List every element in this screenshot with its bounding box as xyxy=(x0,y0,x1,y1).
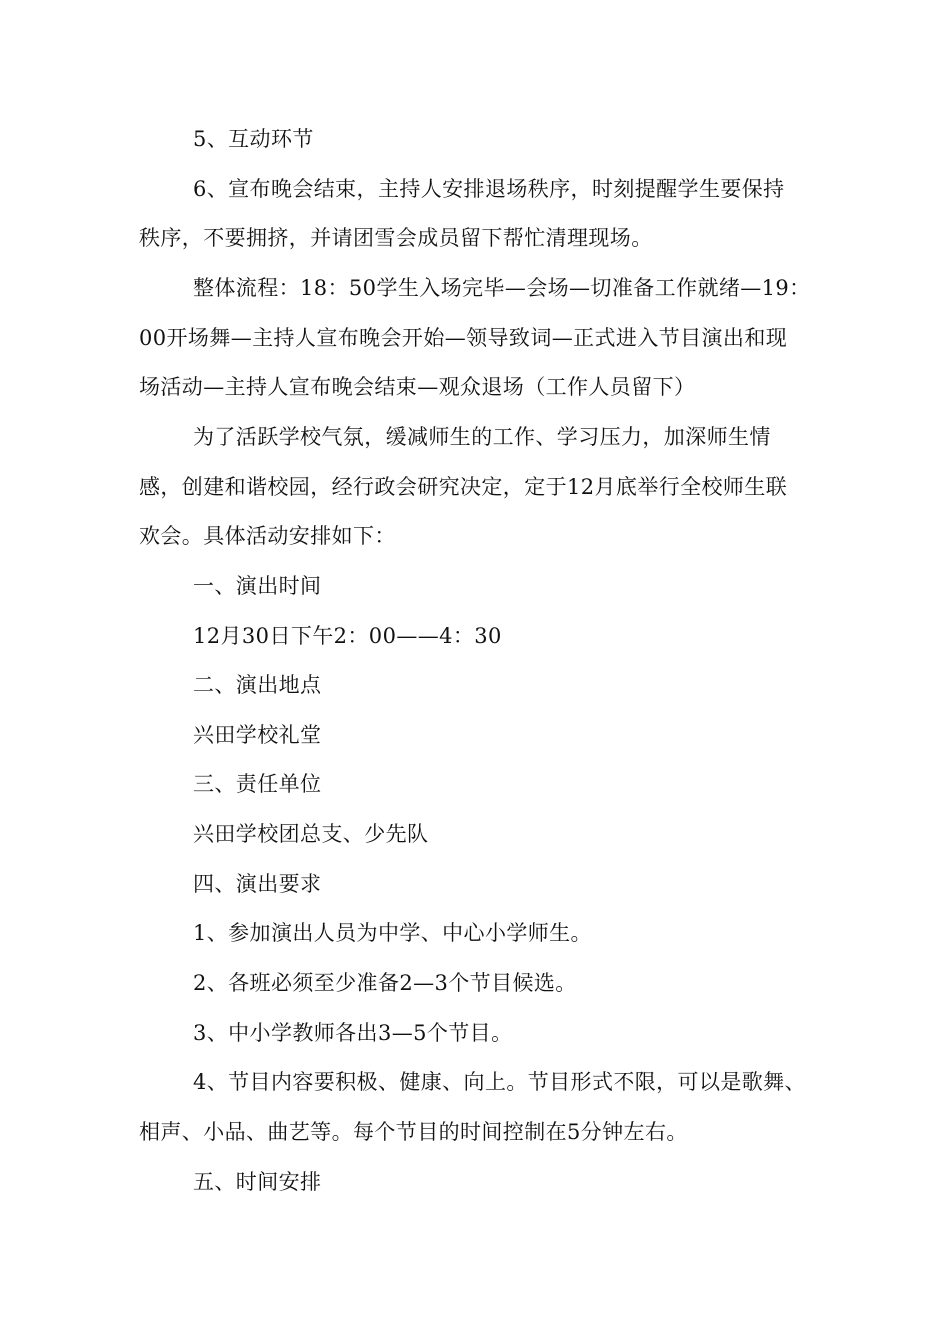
intro-paragraph: 为了活跃学校气氛，缓减师生的工作、学习压力，加深师生情 xyxy=(193,425,771,449)
flow-paragraph: 整体流程：18：50学生入场完毕—会场—切准备工作就绪—19： xyxy=(193,276,811,300)
intro-paragraph-cont: 感，创建和谐校园，经行政会研究决定，定于12月底举行全校师生联 xyxy=(139,475,788,499)
intro-paragraph-cont: 欢会。具体活动安排如下： xyxy=(139,524,396,548)
responsible-unit: 兴田学校团总支、少先队 xyxy=(193,822,429,846)
requirement-item-cont: 相声、小品、曲艺等。每个节目的时间控制在5分钟左右。 xyxy=(139,1120,688,1144)
requirement-item: 3、中小学教师各出3—5个节目。 xyxy=(193,1021,513,1045)
requirement-item: 4、节目内容要积极、健康、向上。节目形式不限，可以是歌舞、 xyxy=(193,1070,806,1094)
item-closing-cont: 秩序，不要拥挤，并请团雪会成员留下帮忙清理现场。 xyxy=(139,226,653,250)
performance-location: 兴田学校礼堂 xyxy=(193,723,322,747)
section-heading-time: 一、演出时间 xyxy=(193,574,322,598)
section-heading-location: 二、演出地点 xyxy=(193,673,322,697)
section-heading-schedule: 五、时间安排 xyxy=(193,1170,322,1194)
requirement-item: 2、各班必须至少准备2—3个节目候选。 xyxy=(193,971,577,995)
section-heading-responsible: 三、责任单位 xyxy=(193,772,322,796)
requirement-item: 1、参加演出人员为中学、中心小学师生。 xyxy=(193,921,592,945)
section-heading-requirements: 四、演出要求 xyxy=(193,872,322,896)
item-interaction: 5、互动环节 xyxy=(193,127,314,151)
performance-time: 12月30日下午2：00——4：30 xyxy=(193,624,502,648)
item-closing: 6、宣布晚会结束，主持人安排退场秩序，时刻提醒学生要保持 xyxy=(193,177,785,201)
flow-paragraph-cont: 00开场舞—主持人宣布晚会开始—领导致词—正式进入节目演出和现 xyxy=(139,326,788,350)
flow-paragraph-cont: 场活动—主持人宣布晚会结束—观众退场（工作人员留下） xyxy=(139,375,696,399)
